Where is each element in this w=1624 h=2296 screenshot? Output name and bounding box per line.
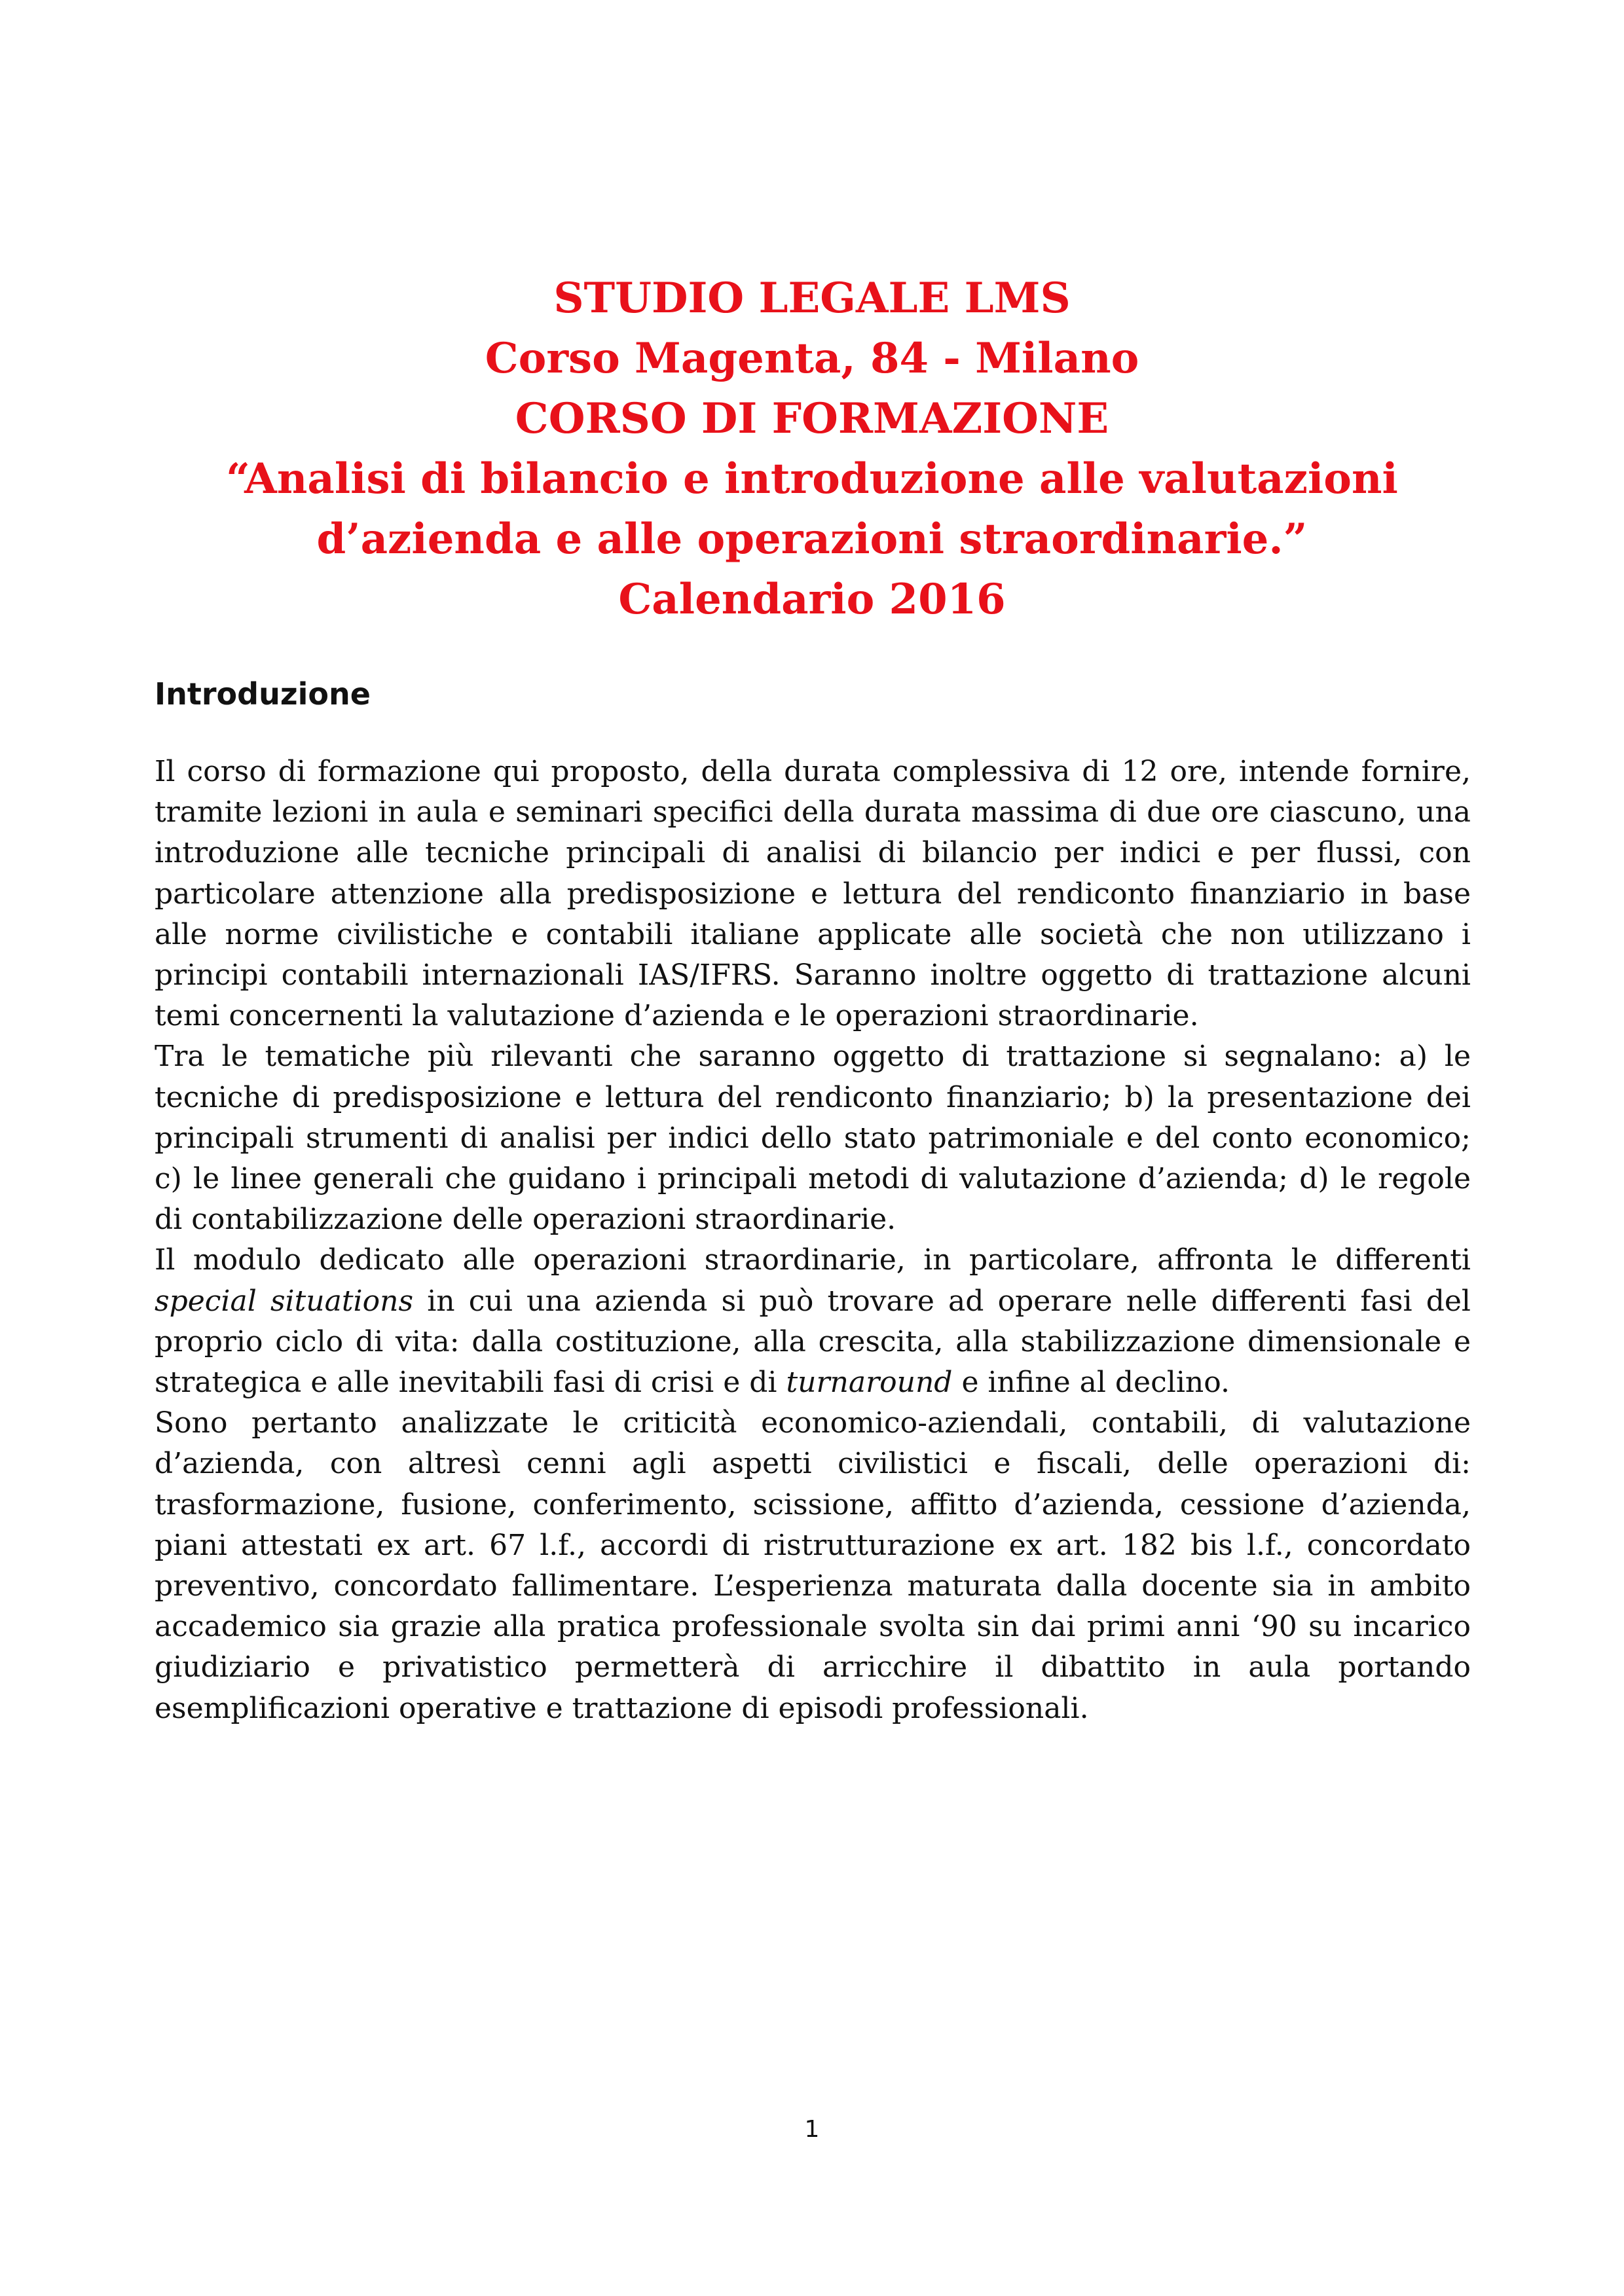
document-header xyxy=(0,268,1624,630)
course-title-line-1: “Analisi di bilancio e introduzione alle valutazioni xyxy=(226,454,1398,503)
course-type: CORSO DI FORMAZIONE xyxy=(515,394,1109,443)
section-heading: Introduzione xyxy=(155,676,371,712)
italic-term: turnaround xyxy=(786,1366,953,1400)
paragraph-special-situations xyxy=(155,1240,1471,1403)
paragraph-text: Il modulo dedicato alle operazioni straordinarie, in particolare, affronta le differenti xyxy=(155,1243,1471,1277)
paragraph-topics: Tra le tematiche più rilevanti che saranno oggetto di trattazione si segnalano: a) le tecniche di predisposizione e lettura del rendiconto finanziario; b) la presentazione dei principali strumenti di analisi per indici dello stato patrimoniale e del conto economico; c) le linee generali che guidano i principali metodi di valutazione d’azienda; d) le regole di contabilizzazione delle operazioni straordinarie. xyxy=(155,1040,1471,1237)
paragraph-analysis: Sono pertanto analizzate le criticità economico-aziendali, contabili, di valutazione d’azienda, con altresì cenni agli aspetti civilistici e fiscali, delle operazioni di: trasformazione, fusione, conferimento, scissione, affitto d’azienda, cessione d’azienda, piani attestati ex art. 67 l.f., accordi di ristrutturazione ex art. 182 bis l.f., concordato preventivo, concordato fallimentare. L’esperienza maturata dalla docente sia in ambito accademico sia grazie alla pratica professionale svolta sin dai primi anni ‘90 su incarico giudiziario e privatistico permetterà di arricchire il dibattito in aula portando esemplificazioni operative e trattazione di episodi professionali. xyxy=(155,1406,1471,1725)
document-body xyxy=(155,752,1471,1729)
firm-address: Corso Magenta, 84 - Milano xyxy=(485,334,1139,383)
italic-term: special situations xyxy=(155,1284,414,1318)
paragraph-text: in cui una azienda si può trovare ad operare nelle differenti fasi del proprio ciclo di vita: dalla costituzione, alla crescita, alla stabilizzazione dimensionale e strategica e alle inevitabili fasi di crisi e di xyxy=(155,1284,1471,1400)
page-number: 1 xyxy=(804,2116,820,2143)
calendar-year: Calendario 2016 xyxy=(618,575,1006,624)
paragraph-course-overview: Il corso di formazione qui proposto, della durata complessiva di 12 ore, intende fornire, tramite lezioni in aula e seminari specifici della durata massima di due ore ciascuno, una introduzione alle tecniche principali di analisi di bilancio per indici e per flussi, con particolare attenzione alla predisposizione e lettura del rendiconto finanziario in base alle norme civilistiche e contabili italiane applicate alle società che non utilizzano i principi contabili internazionali IAS/IFRS. Saranno inoltre oggetto di trattazione alcuni temi concernenti la valutazione d’azienda e le operazioni straordinarie. xyxy=(155,755,1471,1033)
course-title-line-2: d’azienda e alle operazioni straordinarie.” xyxy=(316,515,1308,564)
firm-name: STUDIO LEGALE LMS xyxy=(553,274,1071,323)
paragraph-text: e infine al declino. xyxy=(952,1366,1230,1400)
